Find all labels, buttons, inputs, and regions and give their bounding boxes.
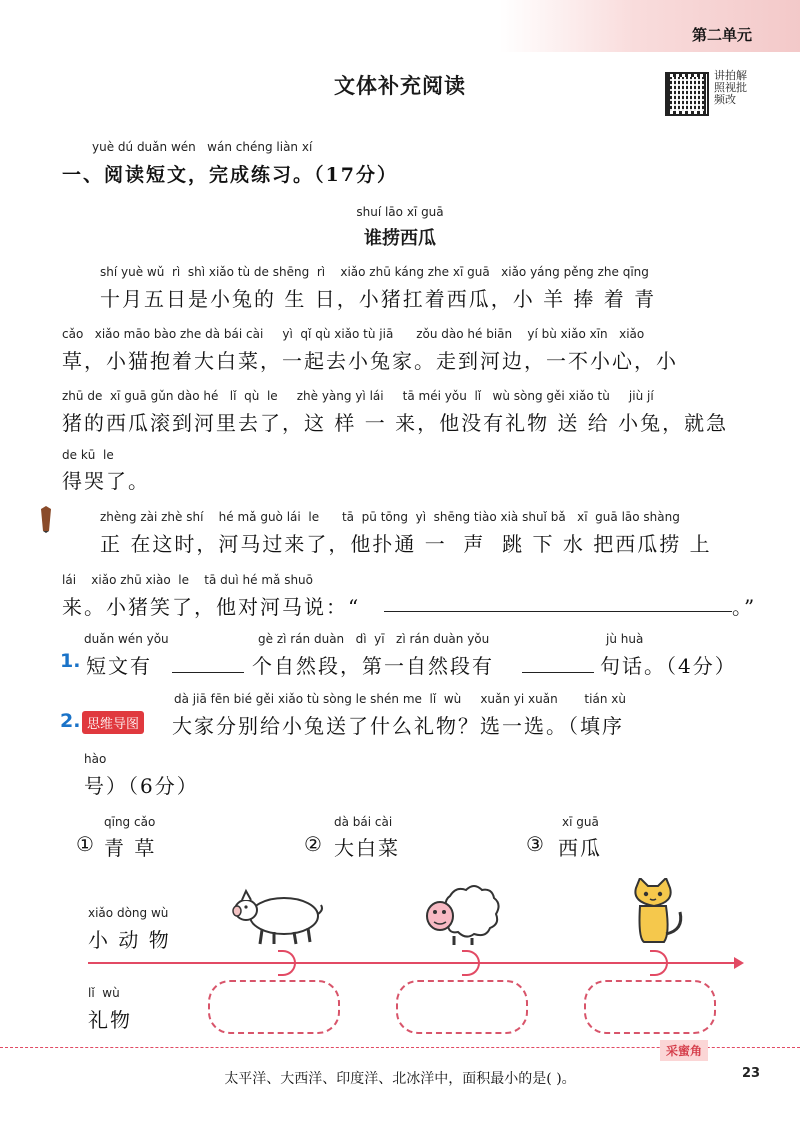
p2-line1-text: 正 在这时，河马过来了，他扑通 一 声 跳 下 水 把西瓜捞 上 [100,532,712,556]
answer-box-1[interactable] [208,980,340,1034]
pig-icon [232,888,324,946]
page-number: 23 [742,1066,761,1081]
hook-connector-2 [462,950,480,976]
p2-line2-text: 来。小猪笑了，他对河马说：“ [62,595,361,619]
q1-pinyin-c: jù huà [606,632,644,646]
q1-pinyin-b: gè zì rán duàn dì yī zì rán duàn yǒu [258,632,490,646]
q2-text-2: 号）（6分） [84,774,199,798]
q2-pinyin-2: hào [84,752,107,766]
p2-line1-pinyin: zhèng zài zhè shí hé mǎ guò lái le tā pū tōng yì shēng tiào xià shuǐ bǎ xī guā lāo shàng [100,510,680,524]
story-title: 谁捞西瓜 [364,228,436,249]
answer-box-3[interactable] [584,980,716,1034]
qr-tags: 讲拍解照视批频改 [714,69,747,106]
q1-blank-paragraphs[interactable] [172,654,244,673]
option-3-number: ③ [526,832,546,856]
mind-map-tag: 思维导图 [82,711,144,734]
p1-line3-pinyin: zhū de xī guā gǔn dào hé lǐ qù le zhè yàng yì lái tā méi yǒu lǐ wù sòng gěi xiǎo tù jiù jí [62,389,654,403]
p1-line4-pinyin: de kū le [62,448,114,462]
option-2-number: ② [304,832,324,856]
p1-line1-pinyin: shí yuè wǔ rì shì xiǎo tù de shēng rì xiǎo zhū káng zhe xī guā xiǎo yáng pěng zhe qīng [100,265,649,279]
hook-connector-3 [650,950,668,976]
option-2-pinyin: dà bái cài [334,815,393,829]
cat-icon [628,878,688,946]
sheep-icon [420,882,502,946]
q2-pinyin: dà jiā fēn bié gěi xiǎo tù sòng le shén me lǐ wù xuǎn yi xuǎn tián xù [174,692,626,706]
option-1-pinyin: qīng cǎo [104,815,156,829]
q1-text-a: 短文有 [86,654,152,678]
answer-line-hippo[interactable] [384,611,732,612]
animals-row-label: 小 动 物 [88,928,171,952]
animals-row-pinyin: xiǎo dòng wù [88,906,169,920]
answer-box-2[interactable] [396,980,528,1034]
p1-line3-text: 猪的西瓜滚到河里去了，这 样 一 来，他没有礼物 送 给 小兔，就急 [62,411,729,435]
q1-pinyin-a: duǎn wén yǒu [84,632,169,646]
p1-line1-text: 十月五日是小兔的 生 日，小猪扛着西瓜，小 羊 捧 着 青 [100,287,657,311]
p1-line2-text: 草，小猫抱着大白菜，一起去小兔家。走到河边，一不小心，小 [62,349,678,373]
p2-line2-pinyin: lái xiǎo zhū xiào le tā duì hé mǎ shuō [62,573,313,587]
unit-header-band [500,0,800,52]
footer-question: 太平洋、大西洋、印度洋、北冰洋中，面积最小的是( )。 [224,1071,576,1087]
gifts-row-label: 礼物 [88,1008,132,1032]
timeline-arrow-line [88,962,738,964]
p1-line4-text: 得哭了。 [62,469,150,493]
option-1-label: 青 草 [104,836,157,860]
option-3-pinyin: xī guā [562,815,599,829]
option-1-number: ① [76,832,96,856]
q2-text: 大家分别给小兔送了什么礼物？选一选。（填序 [172,714,624,738]
q1-text-c: 句话。（4分） [600,654,737,678]
option-3-label: 西瓜 [558,836,602,860]
section-pinyin: yuè dú duǎn wén wán chéng liàn xí [92,140,313,154]
hook-connector-1 [278,950,296,976]
section-heading: 一、阅读短文，完成练习。（17分） [62,164,398,186]
q2-number: 2. [60,710,81,732]
footer-tag: 采蜜角 [660,1040,708,1061]
q1-blank-sentences[interactable] [522,654,594,673]
gifts-row-pinyin: lǐ wù [88,986,120,1000]
pencil-icon [38,505,54,533]
unit-label: 第二单元 [691,26,752,44]
qr-code[interactable] [665,72,709,116]
q1-text-b: 个自然段，第一自然段有 [252,654,494,678]
option-2-label: 大白菜 [334,836,400,860]
quote-close: 。” [732,595,757,619]
q1-number: 1. [60,650,81,672]
p1-line2-pinyin: cǎo xiǎo māo bào zhe dà bái cài yì qǐ qù xiǎo tù jiā zǒu dào hé biān yí bù xiǎo xīn xiǎo [62,327,645,341]
arrowhead-icon [734,957,744,969]
page-title: 文体补充阅读 [334,74,466,98]
story-title-pinyin: shuí lāo xī guā [356,205,444,219]
